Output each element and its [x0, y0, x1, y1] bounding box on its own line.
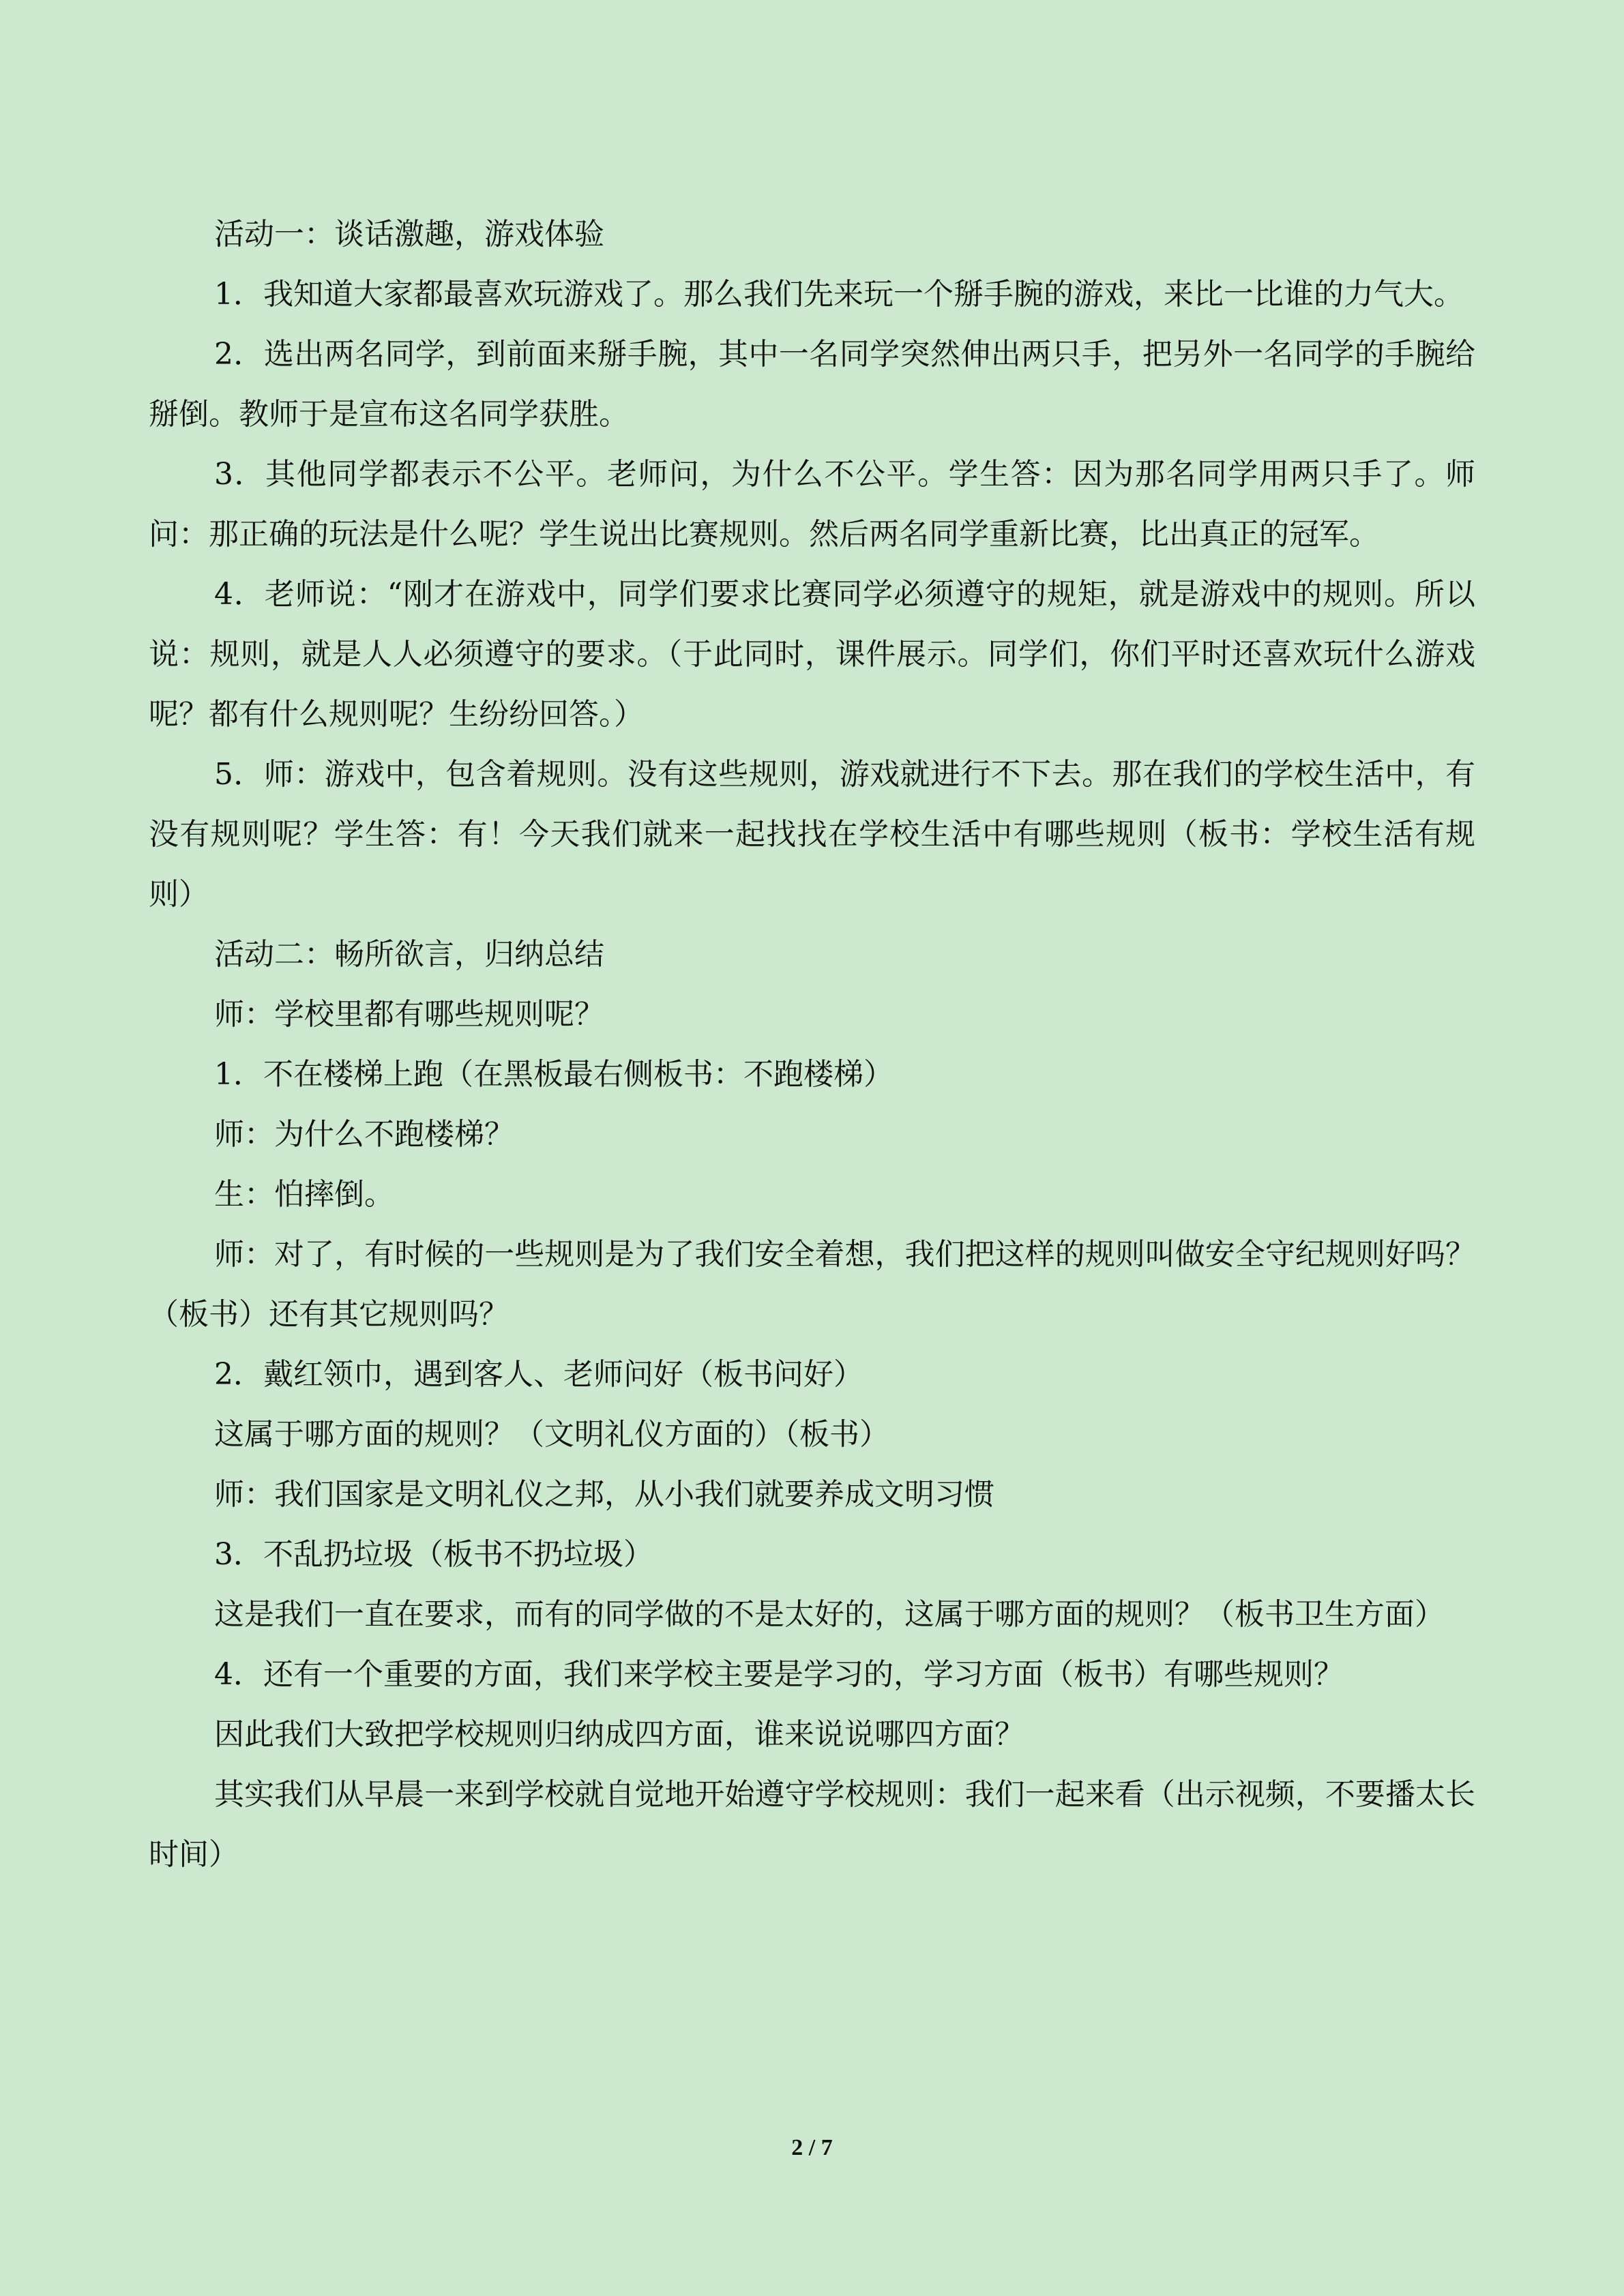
- paragraph: 师：为什么不跑楼梯？: [214, 1117, 514, 1152]
- paragraph: 3．不乱扔垃圾（板书不扔垃圾）: [214, 1537, 653, 1572]
- paragraph: 师：我们国家是文明礼仪之邦，从小我们就要养成文明习惯: [214, 1477, 994, 1512]
- page-number: 2 / 7: [791, 2135, 833, 2160]
- paragraph: 其实我们从早晨一来到学校就自觉地开始遵守学校规则：我们一起来看（出示视频，不要播太长时间）: [149, 1777, 1475, 1872]
- paragraph: 2．戴红领巾，遇到客人、老师问好（板书问好）: [214, 1357, 863, 1392]
- paragraph: 这属于哪方面的规则？（文明礼仪方面的）（板书）: [214, 1417, 889, 1452]
- paragraph: 师：学校里都有哪些规则呢？: [214, 997, 604, 1032]
- paragraph: 1．不在楼梯上跑（在黑板最右侧板书：不跑楼梯）: [214, 1057, 894, 1092]
- paragraph: 师：对了，有时候的一些规则是为了我们安全着想，我们把这样的规则叫做安全守纪规则好吗？（板书）还有其它规则吗？: [149, 1237, 1475, 1332]
- paragraph: 1．我知道大家都最喜欢玩游戏了。那么我们先来玩一个掰手腕的游戏，来比一比谁的力气大。: [214, 277, 1464, 312]
- paragraph: 生：怕摔倒。: [214, 1177, 394, 1212]
- paragraph: 4．老师说：“刚才在游戏中，同学们要求比赛同学必须遵守的规矩，就是游戏中的规则。所以说：规则，就是人人必须遵守的要求。（于此同时，课件展示。同学们，你们平时还喜欢玩什么游戏呢？都有什么规则呢？生纷纷回答。）: [149, 577, 1475, 732]
- document-body: [149, 205, 1475, 1885]
- paragraph: 4．还有一个重要的方面，我们来学校主要是学习的，学习方面（板书）有哪些规则？: [214, 1657, 1344, 1692]
- paragraph: 这是我们一直在要求，而有的同学做的不是太好的，这属于哪方面的规则？（板书卫生方面）: [214, 1597, 1445, 1632]
- paragraph: 2．选出两名同学，到前面来掰手腕，其中一名同学突然伸出两只手，把另外一名同学的手腕给掰倒。教师于是宣布这名同学获胜。: [149, 337, 1475, 432]
- paragraph: 3．其他同学都表示不公平。老师问，为什么不公平。学生答：因为那名同学用两只手了。师问：那正确的玩法是什么呢？学生说出比赛规则。然后两名同学重新比赛，比出真正的冠军。: [149, 457, 1475, 552]
- activity-two-heading: 活动二：畅所欲言，归纳总结: [214, 937, 604, 972]
- paragraph: 5．师：游戏中，包含着规则。没有这些规则，游戏就进行不下去。那在我们的学校生活中，有没有规则呢？学生答：有！今天我们就来一起找找在学校生活中有哪些规则（板书：学校生活有规则）: [149, 757, 1475, 912]
- activity-one-heading: 活动一：谈话激趣，游戏体验: [214, 217, 604, 252]
- paragraph: 因此我们大致把学校规则归纳成四方面，谁来说说哪四方面？: [214, 1717, 1024, 1752]
